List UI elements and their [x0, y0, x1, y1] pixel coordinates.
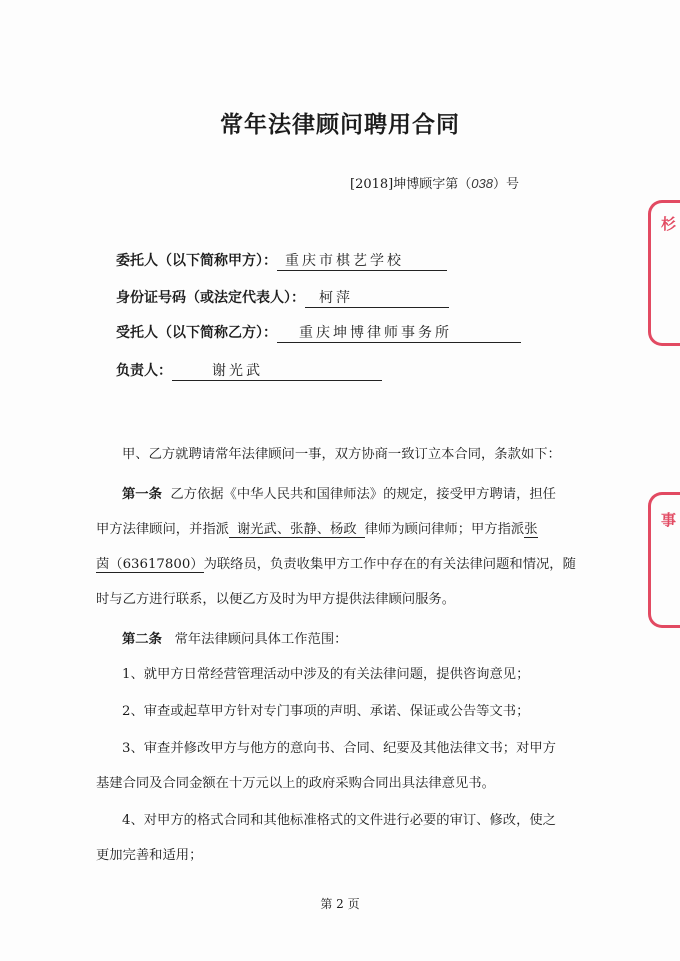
client-field	[116, 250, 447, 271]
contact-person-part2: 茵（63617800）	[96, 557, 204, 572]
seal-top-char: 杉	[661, 215, 677, 233]
id-label: 身份证号码（或法定代表人）：	[116, 290, 305, 306]
article1-text1: 乙方依据《中华人民共和国律师法》的规定，接受甲方聘请，担任	[170, 487, 556, 502]
id-field	[116, 287, 449, 308]
article2-text: 常年法律顾问具体工作范围：	[174, 632, 348, 647]
doc-number-suffix: ）号	[492, 177, 519, 192]
article1-text3: 律师为顾问律师；甲方指派	[364, 522, 525, 537]
trustee-field	[116, 322, 521, 343]
assigned-lawyers: 谢光武、张静、杨政	[229, 522, 365, 538]
client-value: 重庆市棋艺学校	[277, 252, 447, 271]
page-number: 第 2 页	[320, 897, 360, 911]
doc-number-handwritten: 038	[471, 176, 493, 191]
document-title: 常年法律顾问聘用合同	[220, 112, 460, 138]
responsible-field	[116, 360, 382, 381]
item-3-line1: 3、审查并修改甲方与他方的意向书、合同、纪要及其他法律文书；对甲方	[122, 741, 556, 756]
contact-person-part1: 张	[524, 522, 538, 537]
responsible-label: 负责人：	[116, 363, 172, 379]
doc-number-prefix: [2018]坤博顾字第（	[350, 177, 472, 192]
article2-line	[122, 628, 608, 647]
item-4-line2: 更加完善和适用；	[96, 848, 203, 863]
client-label: 委托人（以下简称甲方）：	[116, 253, 277, 269]
item-1: 1、就甲方日常经营管理活动中涉及的有关法律问题，提供咨询意见；	[122, 667, 530, 682]
article1-line4: 时与乙方进行联系，以便乙方及时为甲方提供法律顾问服务。	[96, 592, 456, 607]
article1-text4: 为联络员，负责收集甲方工作中存在的有关法律问题和情况，随	[203, 557, 576, 572]
red-seal-top	[648, 200, 680, 346]
article1-line1	[122, 483, 608, 502]
trustee-value: 重庆坤博律师事务所	[277, 324, 521, 343]
article1-heading: 第一条	[122, 487, 162, 502]
responsible-value: 谢光武	[172, 362, 382, 381]
trustee-label: 受托人（以下简称乙方）：	[116, 325, 277, 341]
article1-line3	[96, 553, 582, 573]
article1-line2	[96, 518, 582, 538]
document-number	[350, 173, 519, 192]
article2-heading: 第二条	[122, 632, 162, 647]
item-3-line2: 基建合同及合同金额在十万元以上的政府采购合同出具法律意见书。	[96, 776, 495, 791]
intro-paragraph: 甲、乙方就聘请常年法律顾问一事，双方协商一致订立本合同，条款如下：	[122, 447, 561, 462]
seal-bottom-char: 事	[661, 511, 677, 529]
red-seal-bottom	[648, 492, 680, 628]
article1-text2: 甲方法律顾问，并指派	[96, 522, 229, 537]
id-value: 柯萍	[305, 289, 449, 308]
item-4-line1: 4、对甲方的格式合同和其他标准格式的文件进行必要的审订、修改，使之	[122, 813, 556, 828]
item-2: 2、审查或起草甲方针对专门事项的声明、承诺、保证或公告等文书；	[122, 704, 530, 719]
